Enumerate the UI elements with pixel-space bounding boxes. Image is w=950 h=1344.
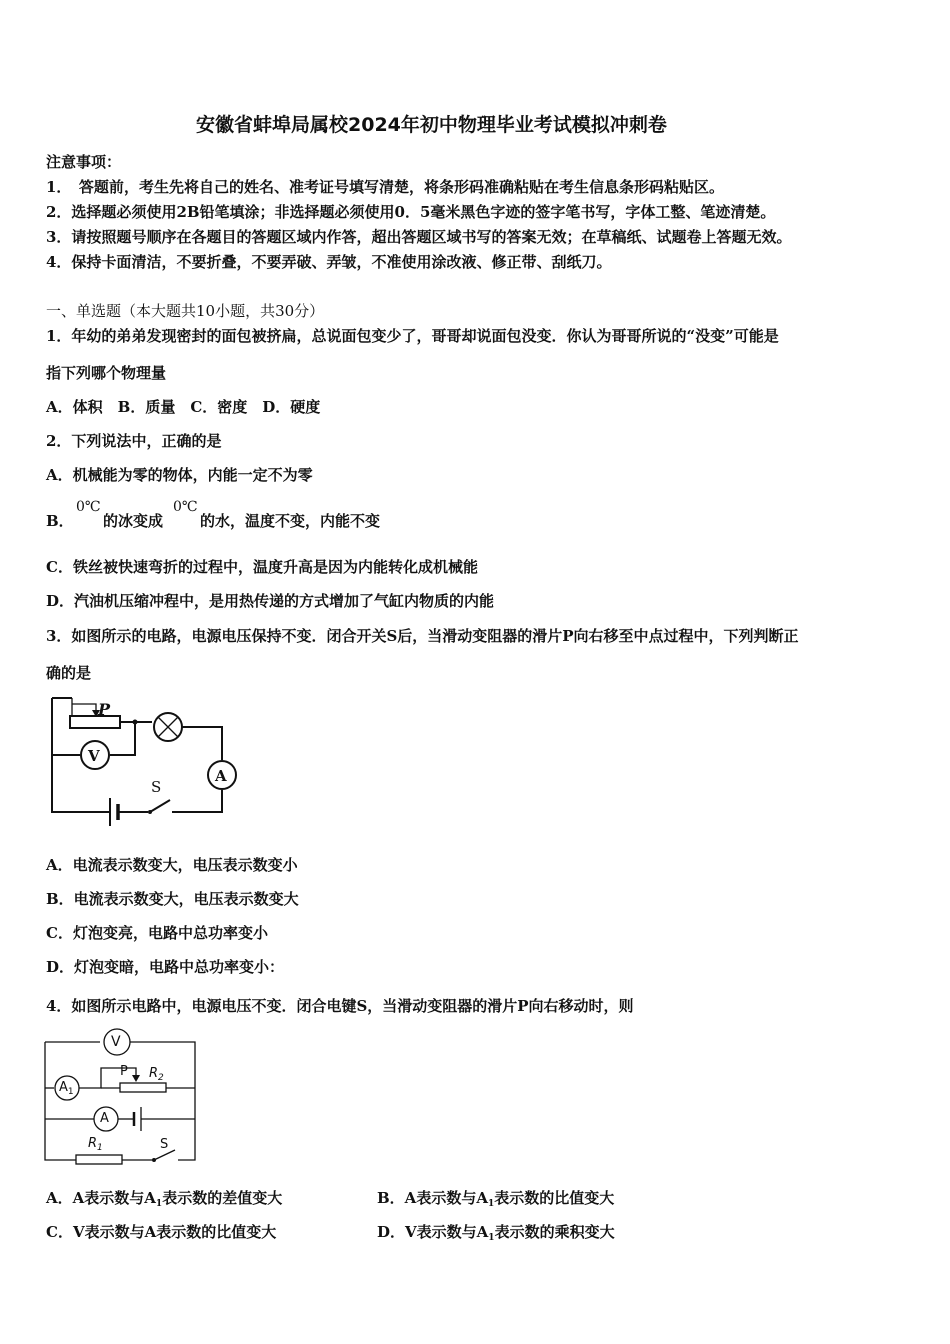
q2-option-c: C．铁丝被快速弯折的过程中，温度升高是因为内能转化成机械能 xyxy=(46,558,478,576)
q4-option-d: D．V表示数与$A_1$表示数的乘积变大 xyxy=(377,1223,615,1243)
q4-resistor-r1 xyxy=(76,1155,122,1164)
page-title: 安徽省蚌埠局属校2024年初中物理毕业考试模拟冲刺卷 xyxy=(196,114,667,136)
q3-option-a: A．电流表示数变大，电压表示数变小 xyxy=(46,856,298,874)
q4-label-p: P xyxy=(120,1064,128,1079)
section-heading: 一、单选题（本大题共10小题，共30分） xyxy=(46,302,325,320)
q2-temp-2: 0℃ xyxy=(173,499,198,515)
q3-label-p: P xyxy=(98,700,111,719)
q3-option-c: C．灯泡变亮，电路中总功率变小 xyxy=(46,924,268,942)
q1-options: A．体积 B．质量 C．密度 D．硬度 xyxy=(46,398,321,416)
q3-label-v: V xyxy=(88,747,100,765)
notice-item-4: 4．保持卡面清洁，不要折叠，不要弄破、弄皱，不准使用涂改液、修正带、刮纸刀。 xyxy=(46,253,612,271)
q4-label-a: A xyxy=(100,1111,109,1126)
q4-stem: 4．如图所示电路中，电源电压不变．闭合电键S，当滑动变阻器的滑片P向右移动时，则 xyxy=(46,997,634,1015)
q2-option-a: A．机械能为零的物体，内能一定不为零 xyxy=(46,466,313,484)
q2-option-b-label: B． xyxy=(46,512,74,530)
notice-item-1: 1． 答题前，考生先将自己的姓名、准考证号填写清楚，将条形码准确粘贴在考生信息条形码粘贴区。 xyxy=(46,178,724,196)
q3-label-s: S xyxy=(151,778,162,796)
q4-label-s: S xyxy=(160,1137,169,1152)
q4-label-v: V xyxy=(111,1034,121,1050)
q1-stem-line1: 1．年幼的弟弟发现密封的面包被挤扁，总说面包变少了，哥哥却说面包没变．你认为哥哥所说的“没变”可能是 xyxy=(46,327,779,345)
q3-stem-line1: 3．如图所示的电路，电源电压保持不变．闭合开关S后，当滑动变阻器的滑片P向右移至中点过程中，下列判断正 xyxy=(46,627,799,645)
q2-temp-1: 0℃ xyxy=(76,499,101,515)
q2-option-b-mid: 的冰变成 xyxy=(103,512,164,530)
q2-stem: 2．下列说法中，正确的是 xyxy=(46,432,222,450)
q2-option-b-end: 的水，温度不变，内能不变 xyxy=(200,512,381,530)
q4-label-r2: $R_2$ xyxy=(149,1066,164,1083)
notice-item-3: 3．请按照题号顺序在各题目的答题区域内作答，超出答题区域书写的答案无效；在草稿纸、试题卷上答题无效。 xyxy=(46,228,792,246)
notice-item-2: 2．选择题必须使用2B铅笔填涂；非选择题必须使用0．5毫米黑色字迹的签字笔书写，字体工整、笔迹清楚。 xyxy=(46,203,776,221)
q4-option-c: C．V表示数与A表示数的比值变大 xyxy=(46,1223,277,1241)
q4-option-a: A．A表示数与$A_1$表示数的差值变大 xyxy=(46,1189,283,1209)
q4-label-r1: $R_1$ xyxy=(88,1136,103,1153)
q4-label-a1: $A_1$ xyxy=(59,1080,74,1097)
q3-label-a: A xyxy=(215,767,227,785)
notice-heading: 注意事项： xyxy=(46,153,122,171)
q3-option-d: D．灯泡变暗，电路中总功率变小： xyxy=(46,958,285,976)
q2-option-d: D．汽油机压缩冲程中，是用热传递的方式增加了气缸内物质的内能 xyxy=(46,592,495,610)
q1-stem-line2: 指下列哪个物理量 xyxy=(46,364,167,382)
q3-stem-line2: 确的是 xyxy=(46,664,92,682)
q4-slider-arrow-head xyxy=(132,1075,140,1082)
q4-wire-left xyxy=(45,1042,76,1160)
q3-option-b: B．电流表示数变大，电压表示数变大 xyxy=(46,890,299,908)
q4-option-b: B．A表示数与$A_1$表示数的比值变大 xyxy=(377,1189,615,1209)
